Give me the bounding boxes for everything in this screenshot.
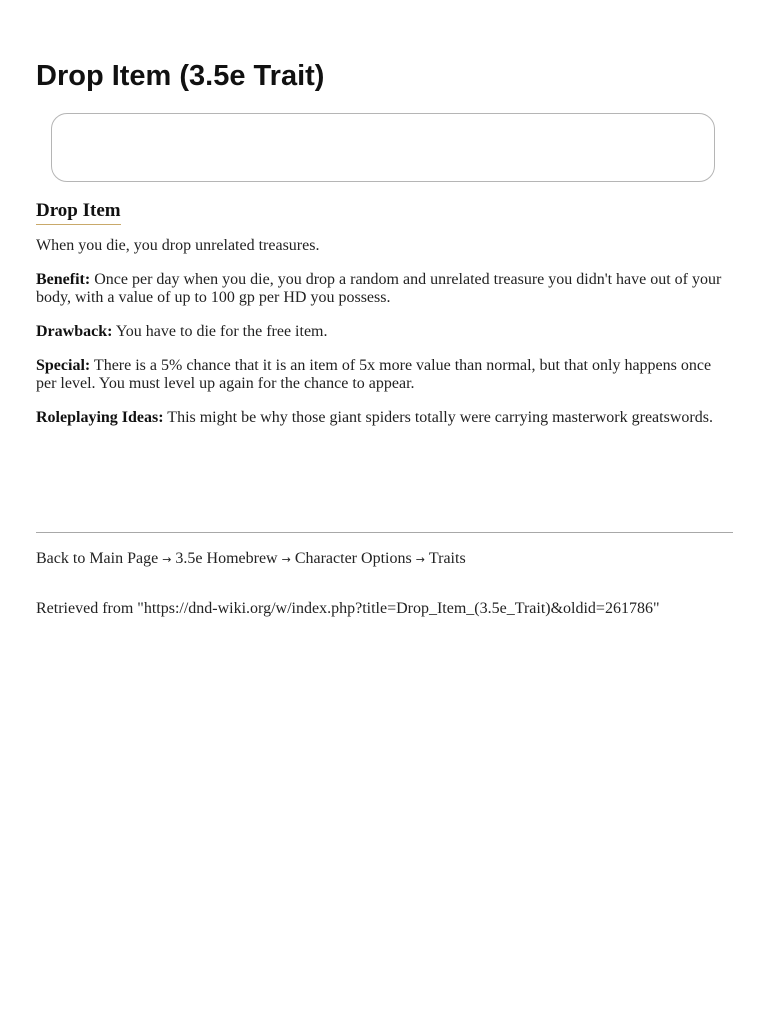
section-heading: Drop Item <box>36 200 121 225</box>
breadcrumb-homebrew-link[interactable]: 3.5e Homebrew <box>175 550 278 567</box>
roleplaying-label: Roleplaying Ideas: <box>36 409 164 426</box>
special-text: There is a 5% chance that it is an item of 5x more value than normal, but that only happens once per level. You must level up again for the chance to appear. <box>36 357 712 392</box>
breadcrumb-arrow-icon: → <box>415 553 425 566</box>
page-title: Drop Item (3.5e Trait) <box>36 60 325 92</box>
roleplaying-paragraph <box>36 409 733 427</box>
breadcrumb-character-options-link[interactable]: Character Options <box>294 550 412 567</box>
drawback-label: Drawback: <box>36 323 113 340</box>
breadcrumb <box>36 550 466 569</box>
breadcrumb-main-page-link[interactable]: Back to Main Page <box>36 550 159 567</box>
trait-description <box>36 237 733 443</box>
special-paragraph <box>36 357 733 393</box>
trait-summary: When you die, you drop unrelated treasures. <box>36 237 320 254</box>
special-label: Special: <box>36 357 91 374</box>
benefit-text: Once per day when you die, you drop a random and unrelated treasure you didn't have out of your body, with a value of up to 100 gp per HD you possess. <box>36 271 722 306</box>
breadcrumb-traits-link[interactable]: Traits <box>428 550 466 567</box>
breadcrumb-arrow-icon: → <box>281 553 291 566</box>
benefit-paragraph <box>36 271 733 307</box>
retrieved-from-text: Retrieved from "https://dnd-wiki.org/w/index.php?title=Drop_Item_(3.5e_Trait)&oldid=261786" <box>36 600 660 617</box>
roleplaying-text: This might be why those giant spiders totally were carrying masterwork greatswords. <box>163 409 713 426</box>
empty-info-box <box>51 113 715 182</box>
drawback-paragraph <box>36 323 733 341</box>
drawback-text: You have to die for the free item. <box>112 323 328 340</box>
breadcrumb-arrow-icon: → <box>162 553 172 566</box>
benefit-label: Benefit: <box>36 271 91 288</box>
footer-divider <box>36 532 733 533</box>
